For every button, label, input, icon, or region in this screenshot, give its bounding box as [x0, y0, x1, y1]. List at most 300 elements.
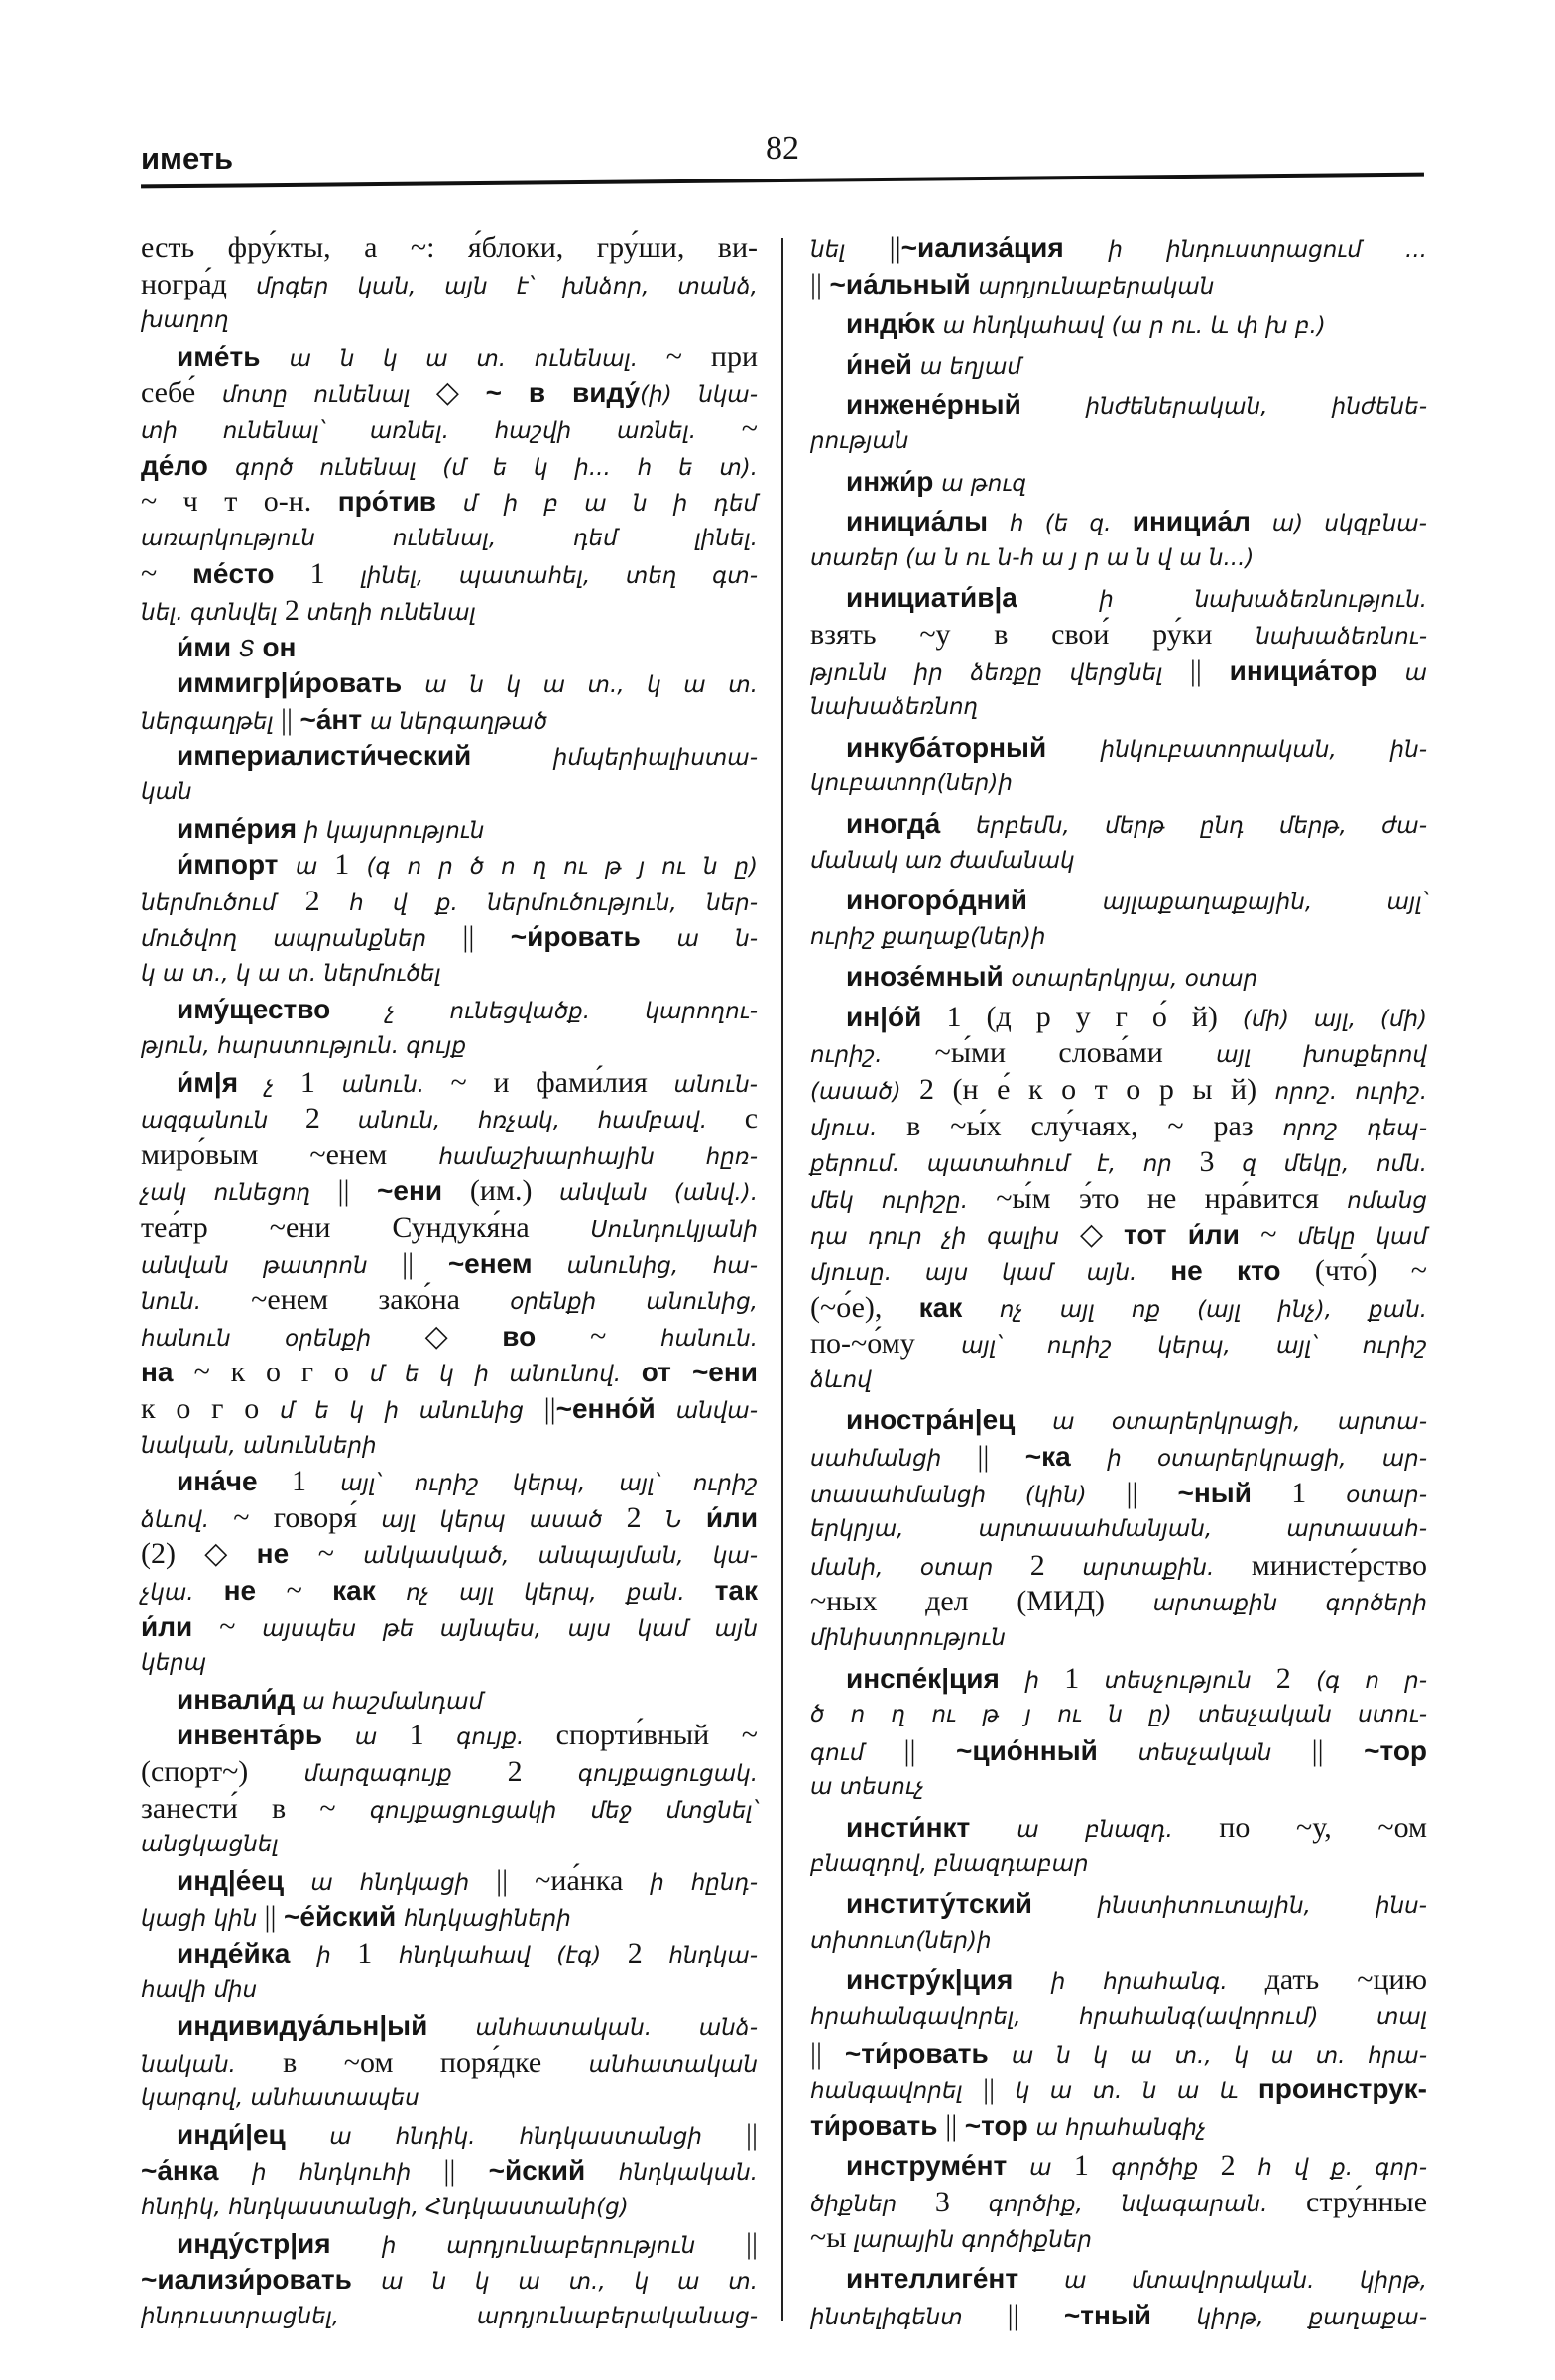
armenian-translation: ներմուծում: [141, 890, 305, 916]
line-text: [141, 412, 758, 453]
line-text: [141, 1247, 758, 1288]
russian-text: теа́тр ~ени Сундукя́на: [141, 1211, 591, 1245]
line-text: [141, 1173, 758, 1215]
entry-line: [810, 540, 1427, 577]
russian-headword-text: проинструк-: [1257, 2074, 1427, 2105]
russian-headword-text: ~ный: [1177, 1477, 1292, 1508]
russian-headword-text: и́ней: [846, 348, 920, 380]
entry-line: [141, 1282, 758, 1319]
russian-headword-text: тот и́ли: [1124, 1219, 1261, 1250]
russian-text: спорти́вный ~: [555, 1719, 758, 1752]
entry-line: [141, 2045, 758, 2082]
entry-line: [141, 556, 758, 593]
entry-line: [810, 883, 1427, 919]
entry-line: [141, 1028, 758, 1065]
entry-line: [141, 702, 758, 739]
armenian-translation: հանուն.: [659, 1325, 758, 1352]
russian-text: ||: [1189, 654, 1230, 687]
line-text: [810, 1217, 1427, 1258]
armenian-translation: չ ունեցվածք. կարողու-: [385, 999, 758, 1025]
entry-line: [141, 1101, 758, 1137]
russian-text: в ~ы́х слу́чаях, ~ раз: [906, 1109, 1283, 1142]
line-text: [846, 1886, 1427, 1928]
armenian-translation: ա օտարերկրացի, արտա-: [1052, 1409, 1427, 1436]
entry-line: [810, 2148, 1427, 2185]
line-text: [810, 1363, 872, 1402]
russian-headword-text: и́ли: [705, 1501, 759, 1533]
armenian-translation: հնդկա-: [668, 1942, 759, 1968]
armenian-translation: ա) սկզբնա-: [1271, 511, 1427, 537]
russian-headword-text: инстру́к|ция: [846, 1964, 1051, 1996]
armenian-translation: ձևով.: [141, 1506, 234, 1533]
armenian-translation: ուրիշ.: [810, 1042, 935, 1069]
line-text: [141, 1500, 758, 1542]
armenian-translation: մ ի բ ա ն ի դեմ: [462, 491, 758, 518]
armenian-translation: անունից, հա-: [566, 1252, 758, 1279]
russian-text: ||: [945, 2108, 965, 2142]
dictionary-entry: [810, 464, 1427, 501]
entry-line: [810, 1000, 1427, 1036]
armenian-translation: տեղի ունենալ: [306, 599, 476, 626]
entry-line: [141, 1464, 758, 1500]
line-text: [141, 556, 758, 598]
russian-headword-text: инициа́л: [1132, 506, 1272, 537]
line-text: [141, 1355, 758, 1396]
entry-line: [810, 1439, 1427, 1476]
running-head: иметь: [141, 141, 234, 176]
armenian-translation: ներգաղթել: [141, 708, 281, 735]
armenian-translation: ա ն կ ա տ., կ ա տ. հրա-: [1011, 2042, 1428, 2069]
line-text: [810, 1584, 1427, 1625]
armenian-translation: չ: [265, 1071, 300, 1098]
dictionary-entry: [141, 2226, 758, 2335]
armenian-translation: նախաձեռնու-: [1256, 623, 1427, 650]
russian-text: 2: [626, 1500, 665, 1534]
russian-text: ~ных дел (МИД): [810, 1585, 1153, 1618]
line-text: [810, 1035, 1427, 1077]
armenian-translation: նական.: [141, 2051, 284, 2078]
line-text: [141, 1137, 758, 1179]
entry-line: [810, 504, 1427, 540]
russian-text: 1: [309, 557, 361, 591]
entry-line: [141, 1319, 758, 1356]
line-text: [141, 884, 758, 925]
armenian-translation: հնդկահավ (էգ): [398, 1942, 628, 1968]
entry-line: [810, 1886, 1427, 1923]
armenian-translation: արտաքին.: [1082, 1554, 1252, 1581]
entry-line: [810, 766, 1427, 802]
line-text: [810, 1109, 1427, 1150]
line-text: [177, 1936, 758, 1977]
armenian-translation: ի նախաձեռնություն.: [1099, 587, 1427, 614]
entry-line: [810, 1548, 1427, 1585]
armenian-translation: մուծվող ապրանքներ: [141, 926, 463, 953]
armenian-translation: ի հընդ-: [650, 1869, 759, 1896]
armenian-translation: ի օտարերկրացի, ար-: [1107, 1446, 1428, 1472]
entry-line: [810, 1511, 1427, 1548]
russian-text: ||: [462, 920, 511, 954]
entry-line: [141, 1247, 758, 1283]
armenian-translation: հրահանգավորել, հրահանգ(ավորում) տալ: [810, 2003, 1427, 2030]
entry-line: [810, 2108, 1427, 2145]
entry-line: [141, 2153, 758, 2190]
line-text: [141, 593, 476, 635]
dictionary-entry: [810, 806, 1427, 879]
line-text: [141, 1645, 206, 1685]
armenian-translation: տիտուտ(ներ)ի: [810, 1927, 992, 1954]
line-text: [141, 774, 192, 814]
entry-line: [810, 689, 1427, 726]
entry-line: [810, 919, 1427, 956]
armenian-translation: լինել, պատահել, տեղ գտ-: [360, 563, 759, 590]
russian-headword-text: инжи́р: [846, 465, 942, 497]
entry-line: [810, 1109, 1427, 1145]
armenian-translation: ձևով: [810, 1367, 872, 1393]
russian-headword-text: инициа́тор: [1229, 654, 1405, 686]
russian-text: (2) ◇: [141, 1537, 257, 1571]
armenian-translation: կերպ: [141, 1650, 207, 1677]
armenian-translation: գործիք: [1111, 2155, 1221, 2182]
armenian-translation: հավի միս: [141, 1976, 258, 2003]
line-text: [810, 1072, 1427, 1114]
armenian-translation: անվան թատրոն: [141, 1252, 403, 1279]
entry-line: [810, 387, 1427, 423]
russian-text: ногра́д: [141, 267, 257, 300]
entry-line: [141, 1391, 758, 1428]
russian-headword-text: и́ли: [141, 1610, 220, 1642]
russian-headword-text: индивидуа́льн|ый: [177, 2010, 476, 2042]
line-text: [810, 1290, 1427, 1332]
line-text: [810, 2108, 1206, 2150]
dictionary-entry: [810, 2261, 1427, 2333]
armenian-translation: մեկը կամ: [1297, 1224, 1428, 1250]
entry-line: [141, 1936, 758, 1972]
right-column: [810, 230, 1427, 2333]
line-text: [810, 1620, 1006, 1660]
russian-text: ||: [264, 1900, 285, 1934]
line-text: [177, 1863, 758, 1905]
entry-line: [141, 1137, 758, 1174]
armenian-translation: անվա-: [675, 1398, 758, 1424]
armenian-translation: կան: [141, 778, 192, 805]
russian-text: 1: [357, 1936, 399, 1969]
russian-text: с: [744, 1102, 759, 1135]
line-text: [141, 1791, 758, 1833]
entry-line: [141, 992, 758, 1028]
russian-headword-text: инструме́нт: [846, 2150, 1030, 2182]
russian-text: 1: [1291, 1476, 1347, 1509]
line-text: [141, 2190, 629, 2229]
russian-text: ◇: [1079, 1218, 1125, 1251]
armenian-translation: ոչ այլ ոք (այլ ինչ), քան.: [999, 1296, 1427, 1323]
dictionary-entry: [141, 1065, 758, 1465]
russian-headword-text: во: [502, 1320, 591, 1352]
entry-line: [810, 1253, 1427, 1290]
armenian-translation: տեսչական: [1137, 1739, 1312, 1766]
russian-headword-text: ина́че: [177, 1466, 292, 1497]
russian-text: взять ~у в свои́ ру́ки: [810, 617, 1256, 651]
entry-line: [141, 230, 758, 267]
armenian-translation: այլ կերպ ասած: [381, 1506, 627, 1533]
line-text: [846, 959, 1257, 1001]
russian-headword-text: и́м|я: [177, 1066, 266, 1098]
entry-line: [810, 1769, 1427, 1806]
entry-line: [141, 2081, 758, 2117]
line-text: [141, 1028, 466, 1068]
dictionary-entry: [810, 387, 1427, 459]
entry-line: [810, 2261, 1427, 2298]
russian-text: ~: [590, 1319, 660, 1353]
line-text: [141, 1754, 758, 1796]
armenian-translation: ա բնազդ.: [1017, 1816, 1220, 1843]
russian-text: ||: [745, 2226, 758, 2260]
russian-headword-text: инди́|ец: [177, 2118, 330, 2150]
armenian-translation: ոչ այլ կերպ, քան.: [406, 1579, 715, 1606]
dictionary-entry: [141, 992, 758, 1064]
russian-headword-text: ~иа́льный: [829, 268, 979, 299]
entry-line: [141, 1210, 758, 1247]
russian-text: ~ к о г о: [193, 1356, 370, 1389]
line-text: [141, 1101, 758, 1142]
entry-line: [810, 1072, 1427, 1109]
armenian-translation: (ասած): [810, 1079, 920, 1106]
line-text: [846, 2148, 1427, 2190]
line-text: [810, 1733, 1427, 1775]
russian-text: ~ говоря́: [233, 1500, 382, 1534]
russian-headword-text: интеллиге́нт: [846, 2263, 1065, 2295]
armenian-translation: ա հրահանգիչ: [1035, 2114, 1207, 2141]
entry-line: [810, 1923, 1427, 1960]
russian-text: в ~ом поря́дке: [283, 2045, 589, 2079]
armenian-translation: մյուսը. այս կամ այն.: [810, 1260, 1171, 1287]
dictionary-entry: [141, 1464, 758, 1682]
entry-line: [810, 1363, 1427, 1399]
armenian-translation: կիրթ, քաղաքա-: [1196, 2304, 1427, 2330]
entry-continuation: [810, 230, 1427, 302]
line-text: [141, 1536, 758, 1578]
entry-line: [810, 306, 1427, 343]
armenian-translation: Սունդուկյանի: [590, 1217, 758, 1244]
armenian-translation: մանի, օտար: [810, 1554, 1030, 1581]
russian-text: ||: [543, 1392, 556, 1425]
russian-text: ||: [745, 2117, 758, 2151]
line-text: [810, 1769, 924, 1809]
dictionary-entry: [141, 1936, 758, 2008]
armenian-translation: մանակ առ ժամանակ: [810, 847, 1075, 874]
russian-headword-text: ~тор: [1364, 1734, 1428, 1766]
russian-headword-text: иммигр|и́ровать: [177, 667, 425, 699]
armenian-translation: խաղող: [141, 307, 229, 334]
armenian-translation: հ (ե զ.: [1009, 511, 1133, 537]
dictionary-entry: [810, 1000, 1427, 1399]
armenian-translation: հնդիկ, հնդկաստանցի, Հնդկաստանի(ց): [141, 2195, 629, 2221]
entry-line: [810, 1035, 1427, 1072]
entry-line: [810, 230, 1427, 267]
line-text: [141, 2153, 758, 2195]
entry-line: [810, 1999, 1427, 2036]
armenian-translation: նել. գտնվել: [141, 599, 285, 626]
entry-line: [141, 847, 758, 884]
dictionary-entry: [810, 1886, 1427, 1959]
armenian-translation: մարզագույք: [303, 1760, 508, 1787]
armenian-translation: քերում. պատահում է, որ: [810, 1151, 1200, 1178]
entry-line: [810, 959, 1427, 996]
armenian-translation: անուն, հռչակ, համբավ.: [357, 1108, 745, 1134]
line-text: [846, 1000, 1427, 1041]
russian-text: ||: [443, 2154, 489, 2188]
entry-line: [810, 1584, 1427, 1620]
entry-line: [810, 1620, 1427, 1657]
entry-line: [141, 738, 758, 774]
russian-headword-text: ~а́нт: [299, 703, 370, 735]
armenian-translation: Ն: [664, 1506, 706, 1533]
header-rule: [141, 173, 1424, 189]
armenian-translation: արդյունաբերական: [978, 273, 1215, 299]
line-text: [141, 1391, 758, 1433]
russian-headword-text: как: [332, 1574, 407, 1606]
line-text: [141, 1319, 758, 1361]
russian-text: ~ы: [810, 2221, 854, 2255]
armenian-translation: լարային գործիքներ: [853, 2227, 1092, 2254]
entry-line: [141, 412, 758, 448]
russian-headword-text: ~енем: [447, 1248, 567, 1279]
dictionary-entry: [141, 1682, 758, 1719]
armenian-translation: կուբատոր(ներ)ի: [810, 771, 1013, 797]
russian-headword-text: и́ми: [177, 631, 239, 662]
entry-line: [141, 484, 758, 521]
line-text: [810, 1923, 992, 1963]
line-text: [177, 811, 484, 853]
entry-line: [141, 774, 758, 811]
russian-text: занести́ в ~: [141, 1791, 370, 1825]
russian-headword-text: инжене́рный: [846, 389, 1086, 420]
entry-line: [141, 665, 758, 702]
line-text: [141, 1210, 758, 1251]
entry-line: [141, 2262, 758, 2299]
armenian-translation: թյունն իր ձեռքը վերցնել: [810, 659, 1190, 686]
armenian-translation: ա: [354, 1725, 410, 1751]
entry-line: [141, 2190, 758, 2226]
entry-line: [141, 375, 758, 412]
entry-line: [141, 1972, 758, 2009]
russian-text: (что́) ~: [1314, 1254, 1427, 1288]
line-text: [810, 1439, 1427, 1481]
armenian-translation: անկասկած, անպայման, կա-: [363, 1543, 759, 1570]
russian-headword-text: ~ени: [377, 1175, 470, 1207]
armenian-translation: ծ ո ղ ու թ յ ու ն ը) տեսչական ստու-: [810, 1702, 1427, 1728]
russian-headword-text: иму́щество: [177, 994, 386, 1025]
entry-line: [141, 1754, 758, 1791]
line-text: [846, 1810, 1427, 1851]
entry-line: [141, 302, 758, 339]
armenian-translation: կացի կին: [141, 1906, 265, 1933]
armenian-translation: նել: [810, 237, 890, 263]
dictionary-entry: [141, 1718, 758, 1862]
dictionary-entry: [141, 339, 758, 630]
line-text: [846, 1963, 1427, 2004]
armenian-translation: կարգով, անհատապես: [141, 2085, 419, 2112]
armenian-translation: (մի) այլ, (մի): [1242, 1006, 1427, 1032]
entry-line: [810, 2036, 1427, 2073]
dictionary-entry: [810, 2148, 1427, 2257]
russian-text: 2: [284, 593, 307, 627]
russian-text: 3: [1199, 1145, 1243, 1179]
russian-headword-text: иногда́: [846, 807, 976, 839]
line-text: [141, 375, 758, 416]
line-text: [141, 919, 758, 961]
dictionary-entry: [810, 1810, 1427, 1882]
line-text: [177, 1682, 483, 1724]
russian-headword-text: ~ в виду́: [485, 377, 641, 409]
russian-text: ~ при: [665, 339, 758, 373]
armenian-translation: մ ե կ ի անունով.: [369, 1362, 642, 1388]
russian-headword-text: индю́к: [846, 308, 943, 340]
line-text: [810, 1253, 1427, 1295]
line-text: [846, 504, 1427, 545]
page-number: 82: [766, 130, 799, 167]
dictionary-entry: [141, 847, 758, 992]
russian-headword-text: ~енно́й: [555, 1393, 676, 1424]
entry-line: [141, 1827, 758, 1863]
entry-line: [141, 884, 758, 920]
russian-text: ~: [741, 412, 758, 445]
line-text: [141, 1899, 571, 1941]
line-text: [141, 521, 758, 560]
entry-line: [141, 919, 758, 956]
armenian-translation: օտարերկրյա, օտար: [1011, 966, 1258, 993]
entry-line: [810, 464, 1427, 501]
russian-text: ||: [1126, 1476, 1178, 1509]
armenian-translation: իմպերիալիստա-: [552, 745, 758, 772]
russian-text: 2: [1220, 2149, 1258, 2183]
entry-line: [810, 1402, 1427, 1439]
dictionary-entry: [810, 883, 1427, 955]
russian-text: ~ и фами́лия: [450, 1065, 674, 1099]
russian-headword-text: инициати́в|а: [846, 582, 1100, 614]
russian-headword-text: ~ти́ровать: [844, 2037, 1012, 2069]
armenian-translation: ի: [316, 1942, 358, 1968]
armenian-translation: ոմանց: [1347, 1187, 1427, 1214]
armenian-translation: ա ն կ ա տ., կ ա տ.: [381, 2269, 758, 2296]
russian-headword-text: де́ло: [141, 449, 236, 481]
armenian-translation: ա ն կ ա տ. ունենալ.: [289, 345, 666, 372]
armenian-translation: նուն.: [141, 1289, 252, 1316]
line-text: [141, 1827, 279, 1866]
armenian-translation: մեկ ուրիշը.: [810, 1187, 997, 1214]
entry-line: [141, 1500, 758, 1537]
armenian-translation: կ ա տ. ն ա և: [1015, 2079, 1258, 2105]
dictionary-entry: [141, 738, 758, 810]
russian-text: министе́рство: [1251, 1548, 1427, 1582]
russian-headword-text: так: [714, 1574, 758, 1606]
russian-text: 1: [1073, 2149, 1112, 2183]
left-column: [141, 230, 758, 2334]
russian-text: ||: [903, 1733, 957, 1767]
armenian-translation: նական, անունների: [141, 1432, 377, 1459]
armenian-translation: գույք.: [456, 1725, 556, 1751]
russian-text: 1: [299, 1065, 342, 1099]
russian-text: 1: [409, 1719, 457, 1752]
russian-headword-text: импе́рия: [177, 812, 304, 844]
armenian-translation: ինտելիգենտ: [810, 2304, 1008, 2330]
russian-headword-text: про́тив: [337, 486, 463, 518]
russian-headword-text: инде́йка: [177, 1937, 317, 1968]
russian-text: 2: [507, 1754, 578, 1788]
line-text: [810, 689, 978, 729]
line-text: [846, 1661, 1427, 1703]
entry-line: [810, 267, 1427, 303]
entry-line: [141, 339, 758, 376]
